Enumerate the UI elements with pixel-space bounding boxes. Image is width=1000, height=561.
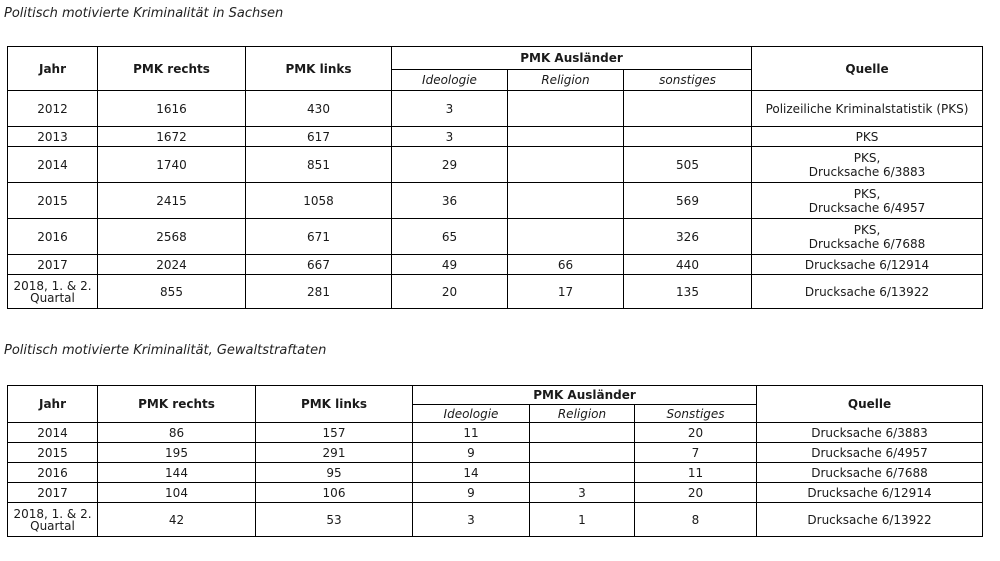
header-quelle: Quelle: [752, 47, 983, 91]
cell-ideologie: 36: [392, 183, 508, 219]
cell-rechts: 1672: [98, 127, 246, 147]
cell-links: 281: [246, 275, 392, 309]
cell-quelle: Drucksache 6/7688: [757, 463, 983, 483]
cell-religion: [508, 91, 624, 127]
cell-quelle: PKS, Drucksache 6/7688: [752, 219, 983, 255]
cell-jahr: 2014: [8, 423, 98, 443]
table-row: [8, 443, 983, 463]
cell-sonstiges: 505: [624, 147, 752, 183]
cell-sonstiges: 8: [635, 503, 757, 537]
cell-religion: [508, 183, 624, 219]
header-ideologie: Ideologie: [392, 70, 508, 91]
header-jahr: Jahr: [8, 47, 98, 91]
cell-rechts: 2024: [98, 255, 246, 275]
cell-religion: [508, 219, 624, 255]
header-sonstiges: Sonstiges: [635, 405, 757, 423]
cell-links: 1058: [246, 183, 392, 219]
cell-links: 851: [246, 147, 392, 183]
header-ideologie: Ideologie: [413, 405, 530, 423]
table2-caption: Politisch motivierte Kriminalität, Gewaltstraftaten: [4, 343, 327, 358]
cell-quelle: Polizeiliche Kriminalstatistik (PKS): [752, 91, 983, 127]
cell-religion: 17: [508, 275, 624, 309]
header-sonstiges: sonstiges: [624, 70, 752, 91]
cell-links: 53: [256, 503, 413, 537]
cell-links: 95: [256, 463, 413, 483]
cell-quelle: Drucksache 6/12914: [757, 483, 983, 503]
cell-ideologie: 20: [392, 275, 508, 309]
cell-jahr: 2017: [8, 483, 98, 503]
cell-sonstiges: 7: [635, 443, 757, 463]
cell-ideologie: 9: [413, 443, 530, 463]
cell-jahr: 2012: [8, 91, 98, 127]
cell-links: 617: [246, 127, 392, 147]
cell-sonstiges: [624, 127, 752, 147]
cell-ideologie: 65: [392, 219, 508, 255]
cell-quelle: Drucksache 6/12914: [752, 255, 983, 275]
cell-rechts: 2415: [98, 183, 246, 219]
cell-sonstiges: 11: [635, 463, 757, 483]
cell-rechts: 144: [98, 463, 256, 483]
cell-jahr: 2016: [8, 219, 98, 255]
cell-religion: 66: [508, 255, 624, 275]
cell-jahr: 2015: [8, 443, 98, 463]
cell-links: 106: [256, 483, 413, 503]
cell-jahr: 2013: [8, 127, 98, 147]
cell-rechts: 855: [98, 275, 246, 309]
cell-rechts: 2568: [98, 219, 246, 255]
cell-links: 291: [256, 443, 413, 463]
cell-ideologie: 3: [392, 91, 508, 127]
cell-quelle: Drucksache 6/13922: [757, 503, 983, 537]
header-religion: Religion: [530, 405, 635, 423]
table-row: [8, 147, 983, 183]
cell-ideologie: 9: [413, 483, 530, 503]
cell-links: 667: [246, 255, 392, 275]
cell-quelle: PKS, Drucksache 6/3883: [752, 147, 983, 183]
cell-ideologie: 3: [413, 503, 530, 537]
cell-jahr: 2018, 1. & 2. Quartal: [8, 275, 98, 309]
table2-body: [8, 423, 983, 537]
header-quelle: Quelle: [757, 386, 983, 423]
cell-quelle: PKS: [752, 127, 983, 147]
table-row: [8, 483, 983, 503]
cell-religion: [530, 463, 635, 483]
table-row: [8, 127, 983, 147]
cell-quelle: Drucksache 6/3883: [757, 423, 983, 443]
table-row: [8, 183, 983, 219]
cell-ideologie: 29: [392, 147, 508, 183]
pmk-sachsen-table: [7, 46, 983, 309]
cell-rechts: 1616: [98, 91, 246, 127]
cell-sonstiges: 20: [635, 423, 757, 443]
pmk-gewaltstraftaten-table: [7, 385, 983, 537]
cell-sonstiges: 20: [635, 483, 757, 503]
header-pmk-rechts: PMK rechts: [98, 386, 256, 423]
header-pmk-links: PMK links: [256, 386, 413, 423]
cell-ideologie: 11: [413, 423, 530, 443]
cell-ideologie: 49: [392, 255, 508, 275]
table-row: [8, 219, 983, 255]
cell-ideologie: 14: [413, 463, 530, 483]
cell-jahr: 2014: [8, 147, 98, 183]
table1-body: [8, 91, 983, 309]
table-row: [8, 463, 983, 483]
cell-sonstiges: 326: [624, 219, 752, 255]
cell-quelle: PKS, Drucksache 6/4957: [752, 183, 983, 219]
table-row: [8, 255, 983, 275]
cell-religion: [508, 127, 624, 147]
cell-links: 157: [256, 423, 413, 443]
header-pmk-auslaender: PMK Ausländer: [392, 47, 752, 70]
header-jahr: Jahr: [8, 386, 98, 423]
cell-religion: [530, 423, 635, 443]
cell-religion: [530, 443, 635, 463]
cell-quelle: Drucksache 6/4957: [757, 443, 983, 463]
cell-religion: 3: [530, 483, 635, 503]
cell-religion: [508, 147, 624, 183]
cell-rechts: 195: [98, 443, 256, 463]
cell-rechts: 86: [98, 423, 256, 443]
cell-jahr: 2018, 1. & 2. Quartal: [8, 503, 98, 537]
cell-jahr: 2017: [8, 255, 98, 275]
cell-sonstiges: 440: [624, 255, 752, 275]
cell-rechts: 104: [98, 483, 256, 503]
cell-links: 430: [246, 91, 392, 127]
cell-religion: 1: [530, 503, 635, 537]
cell-sonstiges: 569: [624, 183, 752, 219]
cell-quelle: Drucksache 6/13922: [752, 275, 983, 309]
cell-links: 671: [246, 219, 392, 255]
cell-ideologie: 3: [392, 127, 508, 147]
header-pmk-rechts: PMK rechts: [98, 47, 246, 91]
cell-jahr: 2016: [8, 463, 98, 483]
cell-rechts: 1740: [98, 147, 246, 183]
header-religion: Religion: [508, 70, 624, 91]
table-row: [8, 423, 983, 443]
cell-sonstiges: [624, 91, 752, 127]
cell-rechts: 42: [98, 503, 256, 537]
table-row: [8, 275, 983, 309]
header-pmk-auslaender: PMK Ausländer: [413, 386, 757, 405]
cell-sonstiges: 135: [624, 275, 752, 309]
header-pmk-links: PMK links: [246, 47, 392, 91]
cell-jahr: 2015: [8, 183, 98, 219]
table1-caption: Politisch motivierte Kriminalität in Sachsen: [4, 6, 284, 21]
table-row: [8, 91, 983, 127]
table-row: [8, 503, 983, 537]
